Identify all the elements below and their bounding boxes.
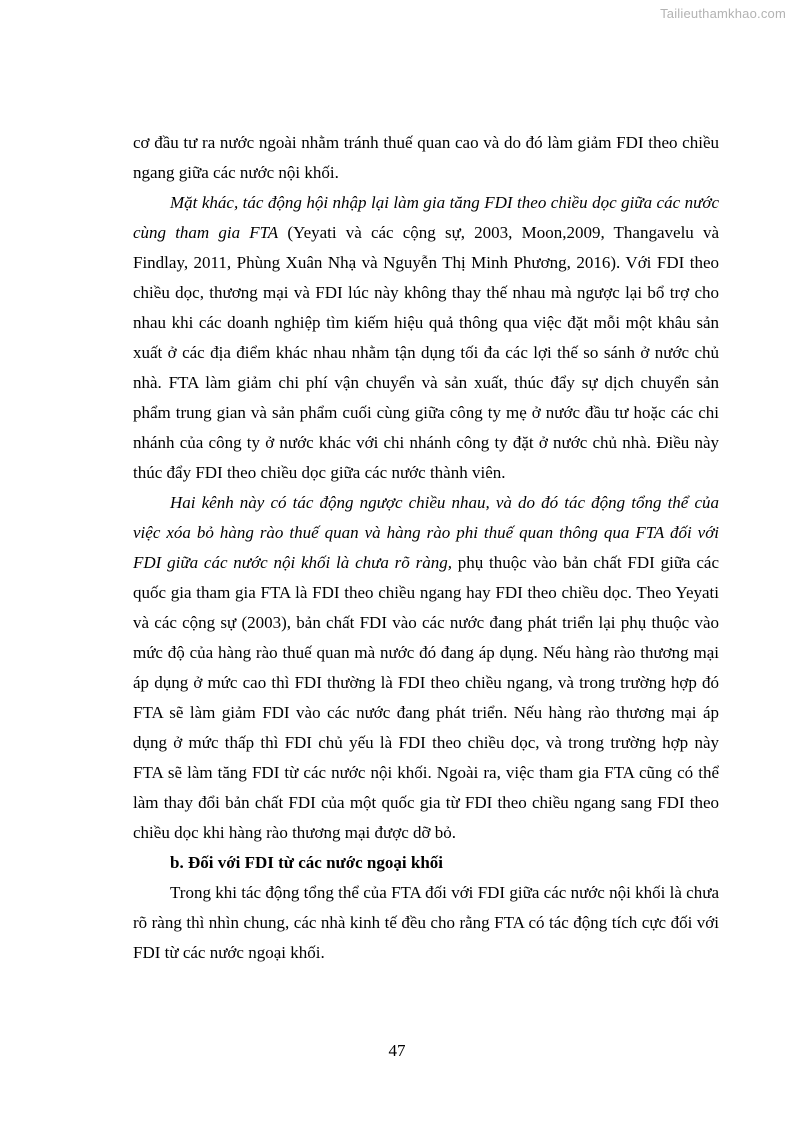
paragraph-3-text: phụ thuộc vào bản chất FDI giữa các quốc gia tham gia FTA là FDI theo chiều ngang hay FDI theo chiều dọc. Theo Yeyati và các cộng sự (2003), bản chất FDI vào các nước đang phát triển lại phụ thuộc vào mức độ của hàng rào thuế quan mà nước đó đang áp dụng. Nếu hàng rào thương mại áp dụng ở mức cao thì FDI thường là FDI theo chiều ngang, và trong trường hợp đó FTA sẽ làm giảm FDI vào các nước đang phát triển. Nếu hàng rào thương mại áp dụng ở mức thấp thì FDI chủ yếu là FDI theo chiều dọc, và trong trường hợp này FTA sẽ làm tăng FDI từ các nước nội khối. Ngoài ra, việc tham gia FTA cũng có thể làm thay đổi bản chất FDI của một quốc gia từ FDI theo chiều ngang sang FDI theo chiều dọc khi hàng rào thương mại được dỡ bỏ. [133,553,720,842]
paragraph-2-text: (Yeyati và các cộng sự, 2003, Moon,2009, Thangavelu và Findlay, 2011, Phùng Xuân Nhạ và Nguyễn Thị Minh Phương, 2016). Với FDI theo chiều dọc, thương mại và FDI lúc này không thay thế nhau mà ngược lại bổ trợ cho nhau khi các doanh nghiệp tìm kiếm hiệu quả thông qua việc đặt mỗi một khâu sản xuất ở các địa điểm khác nhau nhằm tận dụng tối đa các lợi thế so sánh ở nước chủ nhà. FTA làm giảm chi phí vận chuyển và sản xuất, thúc đẩy sự dịch chuyển sản phẩm trung gian và sản phẩm cuối cùng giữa công ty mẹ ở nước đầu tư hoặc các chi nhánh của công ty ở nước khác với chi nhánh công ty đặt ở nước chủ nhà. Điều này thúc đẩy FDI theo chiều dọc giữa các nước thành viên. [133,223,719,482]
paragraph-3-italic: Hai kênh này có tác động ngược chiều nhau, và do đó tác động tổng thể của việc xóa bỏ hàng rào thuế quan và hàng rào phi thuế quan thông qua FTA đối với FDI giữa các nước nội khối là chưa rõ ràng, [133,493,719,572]
paragraph-1: cơ đầu tư ra nước ngoài nhằm tránh thuế quan cao và do đó làm giảm FDI theo chiều ngang giữa các nước nội khối. [133,133,719,182]
paragraph-2-italic: Mặt khác, tác động hội nhập lại làm gia tăng FDI theo chiều dọc giữa các nước cùng tham gia FTA [133,193,719,242]
page-body [133,128,719,968]
paragraph-4: Trong khi tác động tổng thể của FTA đối với FDI giữa các nước nội khối là chưa rõ ràng thì nhìn chung, các nhà kinh tế đều cho rằng FTA có tác động tích cực đối với FDI từ các nước ngoại khối. [133,883,719,962]
paragraph-2 [133,188,719,488]
page-number: 47 [388,1041,406,1060]
paragraph-3 [133,488,719,848]
section-heading-b: b. Đối với FDI từ các nước ngoại khối [170,853,443,872]
watermark-text: Tailieuthamkhao.com [660,6,786,21]
